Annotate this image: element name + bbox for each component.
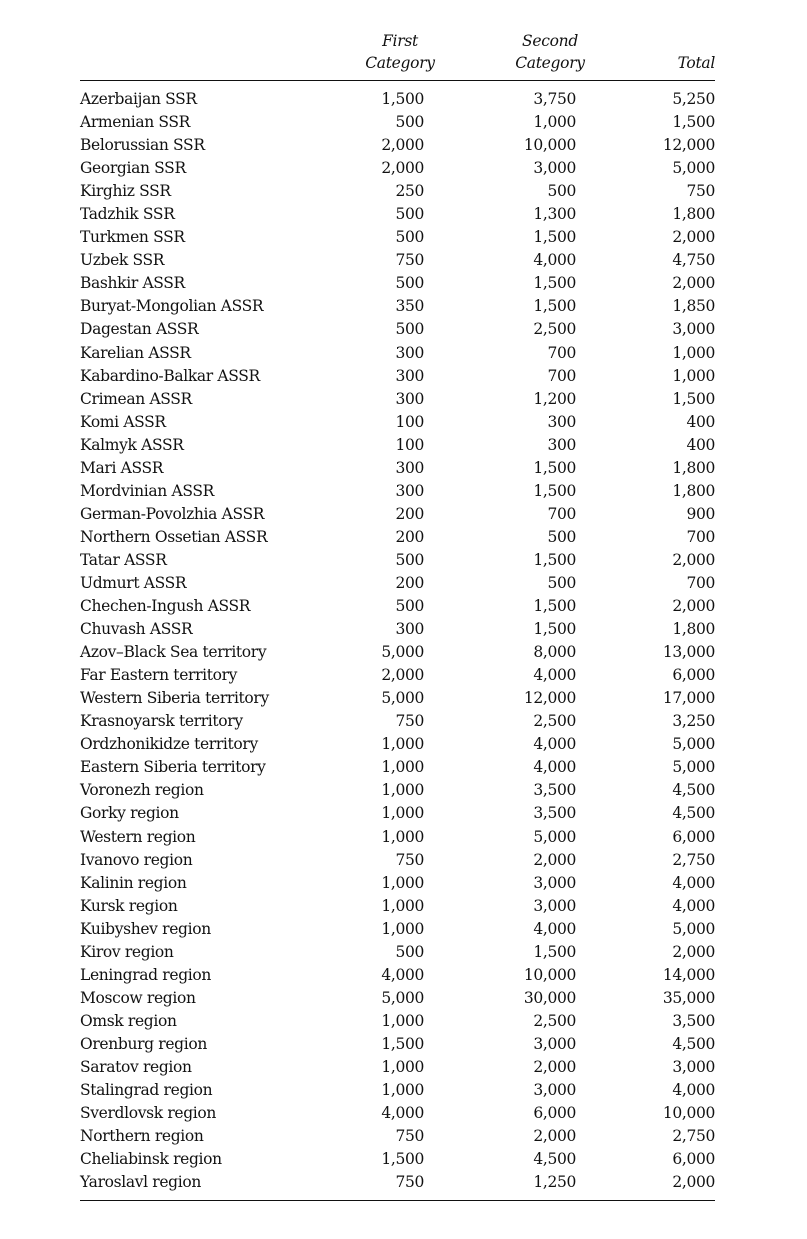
second-category-value: 12,000 [523,689,576,708]
table-row [80,641,715,664]
second-category-value: 1,300 [533,205,576,224]
first-category-value: 1,000 [381,827,424,846]
first-category-value: 1,500 [381,1034,424,1053]
table-row [80,1125,715,1148]
column-header-second-category: Second Category [515,32,585,72]
row-name: Mordvinian ASSR [80,481,214,500]
row-name: Kirov region [80,942,174,961]
second-category-value: 1,250 [533,1173,576,1192]
table-row [80,88,715,111]
first-category-value: 2,000 [381,159,424,178]
table-row [80,895,715,918]
first-category-value: 750 [395,251,424,270]
table-row [80,1171,715,1194]
second-category-value: 3,500 [533,781,576,800]
first-category-value: 1,500 [381,90,424,108]
first-category-value: 1,000 [381,804,424,823]
first-category-value: 2,000 [381,136,424,155]
row-name: Yaroslavl region [80,1173,201,1192]
row-name: Gorky region [80,804,179,823]
table-row [80,1148,715,1171]
first-category-value: 5,000 [381,689,424,708]
table-body [80,81,715,1201]
total-value: 1,800 [672,481,715,500]
first-category-value: 500 [395,597,424,616]
table-row [80,249,715,272]
second-category-value: 8,000 [533,643,576,662]
total-value: 35,000 [662,988,715,1007]
second-category-value: 4,000 [533,251,576,270]
total-value: 2,000 [672,1173,715,1192]
row-name: Bashkir ASSR [80,274,185,293]
row-name: Komi ASSR [80,412,166,431]
first-category-value: 5,000 [381,988,424,1007]
row-name: Sverdlovsk region [80,1104,217,1123]
row-name: Crimean ASSR [80,389,192,408]
first-category-value: 250 [395,182,424,201]
second-category-value: 1,500 [533,550,576,569]
table-row [80,918,715,941]
row-name: Western Siberia territory [80,689,269,708]
total-value: 5,250 [672,90,715,108]
first-category-value: 1,000 [381,781,424,800]
table-row [80,411,715,434]
first-category-value: 750 [395,1127,424,1146]
total-value: 5,000 [672,919,715,938]
row-name: Saratov region [80,1057,192,1076]
first-category-value: 200 [395,573,424,592]
row-name: Ordzhonikidze territory [80,735,258,754]
first-category-value: 200 [395,527,424,546]
second-category-value: 4,000 [533,735,576,754]
row-name: Krasnoyarsk territory [80,712,243,731]
total-value: 6,000 [672,666,715,685]
total-value: 4,500 [672,804,715,823]
row-name: Eastern Siberia territory [80,758,266,777]
table-row [80,134,715,157]
table-row [80,388,715,411]
total-value: 4,500 [672,1034,715,1053]
total-value: 1,500 [672,113,715,132]
first-category-value: 1,000 [381,1011,424,1030]
total-value: 10,000 [662,1104,715,1123]
second-category-value: 1,500 [533,458,576,477]
total-value: 1,800 [672,620,715,639]
total-value: 2,000 [672,228,715,247]
first-category-value: 1,000 [381,1081,424,1100]
table-row [80,964,715,987]
first-category-value: 300 [395,481,424,500]
total-value: 5,000 [672,735,715,754]
table-row [80,180,715,203]
table-row [80,549,715,572]
second-category-value: 10,000 [523,965,576,984]
column-header-total: Total [677,54,715,72]
first-category-value: 100 [395,412,424,431]
first-category-value: 200 [395,504,424,523]
total-value: 4,500 [672,781,715,800]
total-value: 1,800 [672,458,715,477]
second-category-value: 2,000 [533,1057,576,1076]
second-category-value: 3,000 [533,159,576,178]
row-name: Dagestan ASSR [80,320,199,339]
second-category-value: 700 [547,366,576,385]
first-category-value: 300 [395,366,424,385]
table-row [80,733,715,756]
row-name: Northern region [80,1127,204,1146]
second-category-value: 5,000 [533,827,576,846]
row-name: Moscow region [80,988,196,1007]
first-category-value: 300 [395,343,424,362]
table-row [80,618,715,641]
table-row [80,987,715,1010]
second-category-value: 4,000 [533,758,576,777]
table-row [80,872,715,895]
total-value: 2,000 [672,942,715,961]
total-value: 2,000 [672,550,715,569]
row-name: Ivanovo region [80,850,193,869]
first-category-value: 350 [395,297,424,316]
table-row [80,756,715,779]
second-category-value: 2,000 [533,850,576,869]
total-value: 4,000 [672,896,715,915]
table-header [80,30,715,81]
first-category-value: 500 [395,274,424,293]
first-category-value: 500 [395,205,424,224]
row-name: Udmurt ASSR [80,573,187,592]
table-row [80,111,715,134]
row-name: Azerbaijan SSR [80,90,197,108]
table-row [80,457,715,480]
first-category-value: 500 [395,550,424,569]
second-category-value: 4,500 [533,1150,576,1169]
second-category-value: 1,500 [533,620,576,639]
total-value: 5,000 [672,758,715,777]
total-value: 4,000 [672,1081,715,1100]
second-category-value: 2,000 [533,1127,576,1146]
second-category-value: 300 [547,435,576,454]
table-row [80,526,715,549]
second-category-value: 500 [547,527,576,546]
first-category-value: 5,000 [381,643,424,662]
row-name: Belorussian SSR [80,136,205,155]
row-name: Kirghiz SSR [80,182,171,201]
first-category-value: 100 [395,435,424,454]
row-name: Kursk region [80,896,178,915]
second-category-value: 300 [547,412,576,431]
row-name: Far Eastern territory [80,666,238,685]
row-name: Mari ASSR [80,458,164,477]
total-value: 17,000 [662,689,715,708]
table-row [80,272,715,295]
table-row [80,687,715,710]
row-name: Turkmen SSR [80,228,185,247]
total-value: 1,500 [672,389,715,408]
row-name: Tatar ASSR [80,550,167,569]
row-name: Kabardino-Balkar ASSR [80,366,260,385]
first-category-value: 500 [395,228,424,247]
total-value: 5,000 [672,159,715,178]
second-category-value: 3,500 [533,804,576,823]
first-category-value: 1,000 [381,1057,424,1076]
total-value: 13,000 [662,643,715,662]
second-category-value: 500 [547,573,576,592]
row-name: Voronezh region [80,781,204,800]
first-category-value: 1,000 [381,758,424,777]
row-name: German-Povolzhia ASSR [80,504,265,523]
row-name: Karelian ASSR [80,343,191,362]
table-row [80,779,715,802]
second-category-value: 1,500 [533,274,576,293]
table-row [80,434,715,457]
second-category-value: 1,500 [533,942,576,961]
total-value: 400 [686,412,715,431]
total-value: 14,000 [662,965,715,984]
second-category-value: 1,500 [533,481,576,500]
second-category-value: 1,500 [533,297,576,316]
second-category-value: 10,000 [523,136,576,155]
first-category-value: 300 [395,458,424,477]
table-row [80,572,715,595]
total-value: 700 [686,527,715,546]
first-category-value: 4,000 [381,1104,424,1123]
table-row [80,849,715,872]
second-category-value: 3,000 [533,1081,576,1100]
total-value: 6,000 [672,1150,715,1169]
second-category-value: 3,000 [533,873,576,892]
table-row [80,595,715,618]
data-table [80,30,715,1201]
row-name: Leningrad region [80,965,211,984]
first-category-value: 500 [395,320,424,339]
row-name: Tadzhik SSR [80,205,175,224]
row-name: Western region [80,827,196,846]
first-category-value: 1,000 [381,896,424,915]
table-row [80,802,715,825]
total-value: 2,750 [672,1127,715,1146]
total-value: 3,000 [672,320,715,339]
total-value: 4,750 [672,251,715,270]
table-row [80,318,715,341]
row-name: Azov–Black Sea territory [80,643,267,662]
total-value: 12,000 [662,136,715,155]
total-value: 6,000 [672,827,715,846]
second-category-value: 3,000 [533,896,576,915]
table-row [80,203,715,226]
row-name: Omsk region [80,1011,177,1030]
total-value: 2,000 [672,274,715,293]
row-name: Kalinin region [80,873,187,892]
first-category-value: 500 [395,942,424,961]
table-row [80,226,715,249]
total-value: 3,500 [672,1011,715,1030]
column-header-first-category: First Category [365,32,435,72]
second-category-value: 1,200 [533,389,576,408]
second-category-value: 2,500 [533,1011,576,1030]
table-row [80,295,715,318]
row-name: Northern Ossetian ASSR [80,527,268,546]
row-name: Cheliabinsk region [80,1150,222,1169]
row-name: Stalingrad region [80,1081,213,1100]
total-value: 750 [686,182,715,201]
table-row [80,664,715,687]
first-category-value: 4,000 [381,965,424,984]
first-category-value: 1,500 [381,1150,424,1169]
second-category-value: 3,750 [533,90,576,108]
total-value: 3,250 [672,712,715,731]
table-row [80,1010,715,1033]
total-value: 1,850 [672,297,715,316]
row-name: Buryat-Mongolian ASSR [80,297,264,316]
second-category-value: 1,500 [533,597,576,616]
table-row [80,710,715,733]
first-category-value: 1,000 [381,735,424,754]
table-row [80,480,715,503]
table-row [80,941,715,964]
total-value: 900 [686,504,715,523]
table-row [80,1102,715,1125]
row-name: Chuvash ASSR [80,620,193,639]
table-row [80,1079,715,1102]
total-value: 1,000 [672,366,715,385]
second-category-value: 6,000 [533,1104,576,1123]
table-row [80,342,715,365]
first-category-value: 1,000 [381,873,424,892]
second-category-value: 2,500 [533,320,576,339]
first-category-value: 300 [395,389,424,408]
table-row [80,826,715,849]
row-name: Orenburg region [80,1034,207,1053]
total-value: 1,800 [672,205,715,224]
row-name: Armenian SSR [80,113,190,132]
row-name: Uzbek SSR [80,251,165,270]
first-category-value: 1,000 [381,919,424,938]
row-name: Georgian SSR [80,159,186,178]
table-row [80,365,715,388]
table-row [80,1033,715,1056]
total-value: 700 [686,573,715,592]
second-category-value: 1,500 [533,228,576,247]
table-row [80,503,715,526]
second-category-value: 4,000 [533,919,576,938]
first-category-value: 2,000 [381,666,424,685]
second-category-value: 1,000 [533,113,576,132]
second-category-value: 700 [547,343,576,362]
first-category-value: 300 [395,620,424,639]
total-value: 2,750 [672,850,715,869]
first-category-value: 750 [395,850,424,869]
second-category-value: 2,500 [533,712,576,731]
second-category-value: 500 [547,182,576,201]
second-category-value: 4,000 [533,666,576,685]
second-category-value: 30,000 [523,988,576,1007]
total-value: 2,000 [672,597,715,616]
row-name: Kuibyshev region [80,919,211,938]
total-value: 400 [686,435,715,454]
second-category-value: 700 [547,504,576,523]
table-row [80,1056,715,1079]
total-value: 1,000 [672,343,715,362]
row-name: Kalmyk ASSR [80,435,184,454]
second-category-value: 3,000 [533,1034,576,1053]
first-category-value: 750 [395,712,424,731]
total-value: 4,000 [672,873,715,892]
table-row [80,157,715,180]
row-name: Chechen-Ingush ASSR [80,597,251,616]
total-value: 3,000 [672,1057,715,1076]
first-category-value: 500 [395,113,424,132]
first-category-value: 750 [395,1173,424,1192]
